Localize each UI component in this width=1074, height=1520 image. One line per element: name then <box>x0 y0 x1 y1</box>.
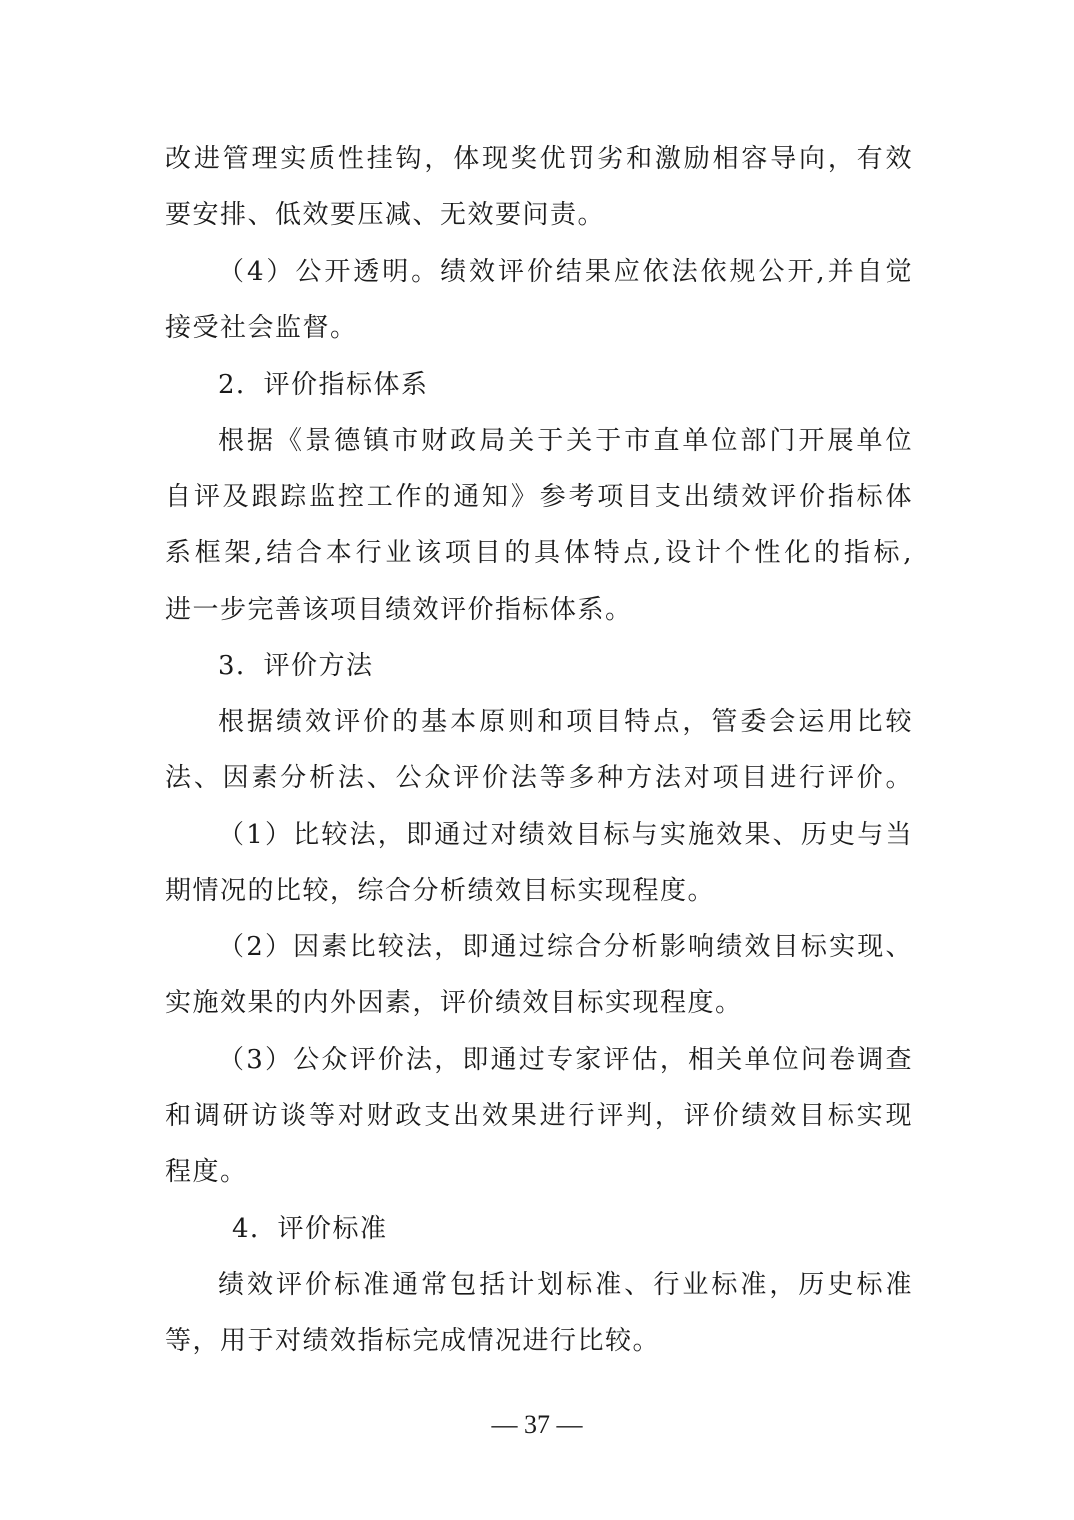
body-line-14: 期情况的比较，综合分析绩效目标实现程度。 <box>165 876 716 906</box>
body-line-19: 程度。 <box>165 1157 248 1187</box>
body-line-21: 绩效评价标准通常包括计划标准、行业标准，历史标准 <box>218 1270 913 1300</box>
section-heading-2: 2．评价指标体系 <box>218 370 429 400</box>
item-1-comparison-method: （1）比较法，即通过对绩效目标与实施效果、历史与当 <box>218 820 913 850</box>
body-line-2: 要安排、低效要压减、无效要问责。 <box>165 200 606 230</box>
body-line-11: 根据绩效评价的基本原则和项目特点，管委会运用比较 <box>218 707 913 737</box>
item-2-factor-method: （2）因素比较法，即通过综合分析影响绩效目标实现、 <box>218 932 913 962</box>
body-line-1: 改进管理实质性挂钩，体现奖优罚劣和激励相容导向，有效 <box>165 144 913 174</box>
body-line-22: 等，用于对绩效指标完成情况进行比较。 <box>165 1326 661 1356</box>
body-line-6: 根据《景德镇市财政局关于关于市直单位部门开展单位 <box>218 426 913 456</box>
body-line-7: 自评及跟踪监控工作的通知》参考项目支出绩效评价指标体 <box>165 482 913 512</box>
body-line-16: 实施效果的内外因素，评价绩效目标实现程度。 <box>165 988 743 1018</box>
item-3-public-evaluation-method: （3）公众评价法，即通过专家评估，相关单位问卷调查 <box>218 1045 913 1075</box>
item-4-public-transparency: （4）公开透明。绩效评价结果应依法依规公开,并自觉 <box>218 257 913 287</box>
body-line-18: 和调研访谈等对财政支出效果进行评判，评价绩效目标实现 <box>165 1101 913 1131</box>
section-heading-4: 4．评价标准 <box>232 1214 388 1244</box>
page-number: — 37 — <box>491 1410 583 1439</box>
body-line-4: 接受社会监督。 <box>165 313 358 343</box>
body-line-9: 进一步完善该项目绩效评价指标体系。 <box>165 595 633 625</box>
body-line-8: 系框架,结合本行业该项目的具体特点,设计个性化的指标, <box>165 538 913 568</box>
section-heading-3: 3．评价方法 <box>218 651 374 681</box>
body-line-12: 法、因素分析法、公众评价法等多种方法对项目进行评价。 <box>165 763 913 793</box>
